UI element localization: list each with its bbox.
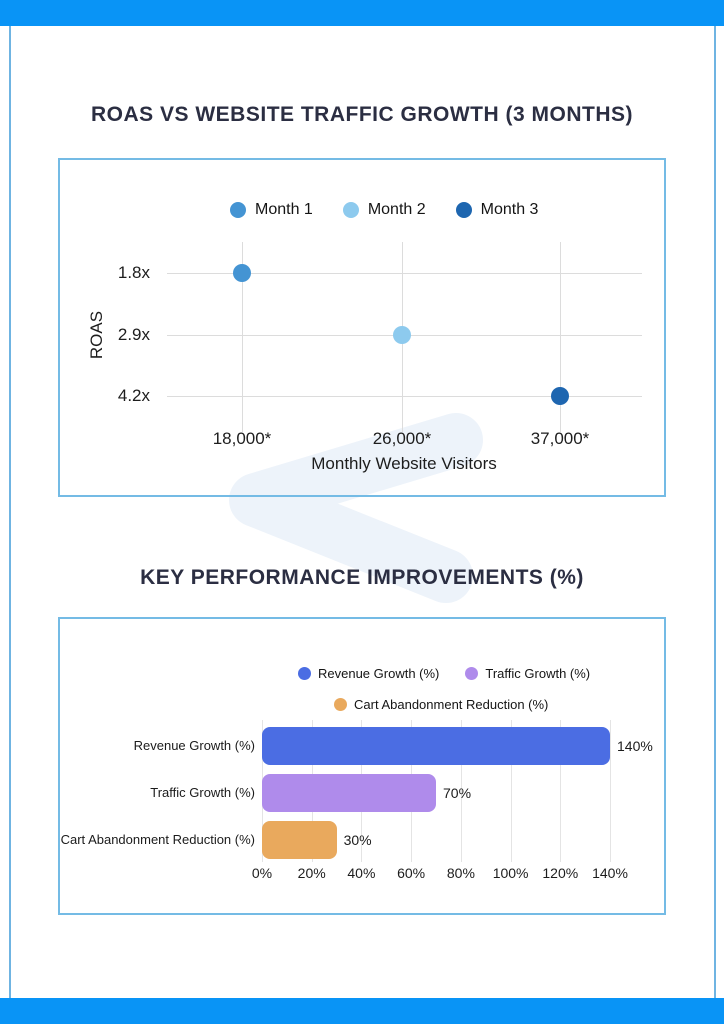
- x-tick-label: 18,000*: [212, 429, 272, 448]
- x-tick-label: 40%: [347, 865, 376, 881]
- x-tick-label: 60%: [397, 865, 426, 881]
- x-tick-label: 140%: [592, 865, 628, 881]
- scatter-point-month-2: [393, 326, 411, 344]
- legend-label: Month 3: [480, 201, 539, 218]
- footer-bar: [0, 998, 724, 1024]
- bar-cart-abandonment-reduction: [262, 821, 337, 859]
- bar-traffic-growth: [262, 774, 436, 812]
- left-border-line: [9, 26, 11, 998]
- x-axis-title: Monthly Website Visitors: [311, 454, 497, 473]
- legend-item: [343, 201, 426, 219]
- x-tick-label: 37,000*: [530, 429, 590, 448]
- category-label: Cart Abandonment Reduction (%): [60, 832, 255, 847]
- kpi-chart-legend-row2: [334, 697, 548, 712]
- bar-value-label: 70%: [443, 785, 472, 801]
- kpi-chart-legend-row1: [298, 666, 590, 681]
- y-tick-label: 1.8x: [117, 263, 150, 282]
- legend-item: [456, 201, 539, 219]
- legend-label: Cart Abandonment Reduction (%): [354, 697, 549, 712]
- scatter-point-month-1: [233, 264, 251, 282]
- bar-revenue-growth: [262, 727, 610, 765]
- kpi-chart-title: KEY PERFORMANCE IMPROVEMENTS (%): [140, 566, 584, 589]
- x-tick-label: 26,000*: [372, 429, 432, 448]
- x-tick-label: 100%: [492, 865, 529, 881]
- bar-value-label: 140%: [617, 738, 653, 754]
- legend-dot-icon: [343, 202, 359, 218]
- legend-label: Traffic Growth (%): [485, 666, 591, 681]
- legend-item: [465, 666, 590, 681]
- legend-dot-icon: [298, 667, 311, 680]
- roas-chart-legend: [230, 201, 538, 219]
- legend-label: Month 1: [255, 201, 313, 218]
- gridline-vertical: [610, 720, 611, 862]
- legend-item: [334, 697, 548, 712]
- y-tick-label: 4.2x: [117, 386, 150, 405]
- legend-label: Revenue Growth (%): [318, 666, 440, 681]
- legend-dot-icon: [465, 667, 478, 680]
- legend-item: [298, 666, 439, 681]
- scatter-point-month-3: [551, 387, 569, 405]
- category-label: Traffic Growth (%): [150, 785, 255, 800]
- kpi-chart-panel: [58, 617, 666, 915]
- roas-chart-title: ROAS VS WEBSITE TRAFFIC GROWTH (3 MONTHS): [91, 103, 633, 126]
- legend-dot-icon: [334, 698, 347, 711]
- header-bar: [0, 0, 724, 26]
- x-tick-label: 120%: [542, 865, 579, 881]
- roas-chart-panel: [58, 158, 666, 497]
- y-tick-label: 2.9x: [117, 325, 150, 344]
- category-label: Revenue Growth (%): [133, 738, 255, 753]
- bar-value-label: 30%: [343, 832, 372, 848]
- x-tick-label: 0%: [251, 865, 273, 881]
- legend-dot-icon: [230, 202, 246, 218]
- x-tick-label: 80%: [446, 865, 475, 881]
- gridline-horizontal: [167, 396, 642, 397]
- x-tick-label: 20%: [297, 865, 326, 881]
- legend-dot-icon: [456, 202, 472, 218]
- y-axis-title: ROAS: [87, 310, 106, 360]
- right-border-line: [714, 26, 716, 998]
- legend-label: Month 2: [367, 201, 426, 218]
- legend-item: [230, 201, 313, 219]
